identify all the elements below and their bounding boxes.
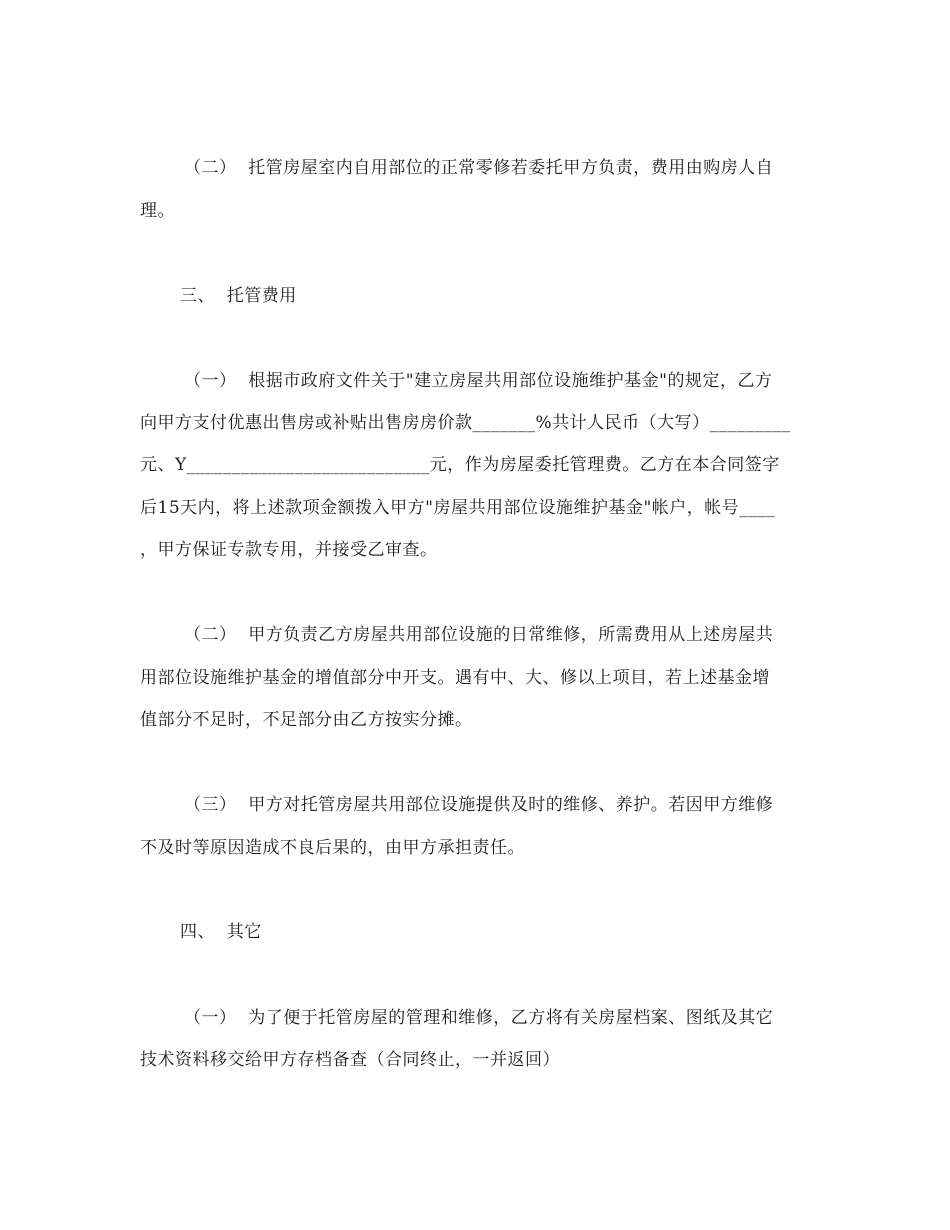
paragraph-line: 理。 [140, 201, 175, 221]
section-heading: 四、 其它 [180, 922, 262, 942]
paragraph-line: 值部分不足时，不足部分由乙方按实分摊。 [140, 710, 473, 730]
paragraph-line: （二） 托管房屋室内自用部位的正常零修若委托甲方负责，费用由购房人自 [184, 158, 774, 178]
paragraph-line: （一） 根据市政府文件关于"建立房屋共用部位设施维护基金"的规定，乙方 [184, 371, 773, 391]
paragraph-line: 元、Y___________________________元，作为房屋委托管理费。乙方在本合同签字 [140, 455, 780, 475]
paragraph-line: ，甲方保证专款专用，并接受乙审查。 [140, 540, 438, 560]
paragraph-line: 技术资料移交给甲方存档备查（合同终止，一并返回） [140, 1050, 560, 1070]
paragraph-line: 向甲方支付优惠出售房或补贴出售房房价款_______%共计人民币（大写）_________ [140, 413, 791, 433]
paragraph-line: （二） 甲方负责乙方房屋共用部位设施的日常维修，所需费用从上述房屋共 [184, 625, 774, 645]
paragraph-line: 后15天内，将上述款项金额拨入甲方"房屋共用部位设施维护基金"帐户，帐号____ [140, 498, 776, 518]
paragraph-line: （三） 甲方对托管房屋共用部位设施提供及时的维修、养护。若因甲方维修 [184, 795, 774, 815]
section-heading: 三、 托管费用 [180, 286, 297, 306]
paragraph-line: （一） 为了便于托管房屋的管理和维修，乙方将有关房屋档案、图纸及其它 [184, 1008, 774, 1028]
paragraph-line: 用部位设施维护基金的增值部分中开支。遇有中、大、修以上项目，若上述基金增 [140, 668, 770, 688]
paragraph-line: 不及时等原因造成不良后果的，由甲方承担责任。 [140, 838, 525, 858]
